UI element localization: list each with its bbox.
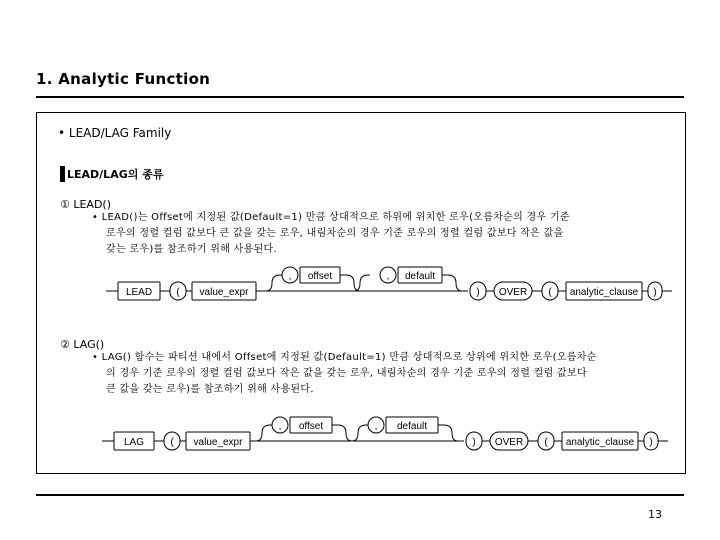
syntax-rparen: ): [653, 287, 657, 298]
subheading-text: LEAD/LAG의 종류: [67, 168, 164, 181]
syntax-lparen: (: [548, 287, 552, 298]
syntax-comma: ,: [386, 271, 390, 282]
syntax-expr: value_expr: [193, 437, 243, 448]
page-number: 13: [648, 508, 662, 521]
desc-line: 큰 값을 갖는 로우)를 참조하기 위해 사용된다.: [106, 384, 314, 395]
syntax-lparen: (: [176, 287, 180, 298]
syntax-expr: value_expr: [199, 287, 249, 298]
syntax-offset: offset: [298, 421, 324, 432]
syntax-func: LAG: [123, 437, 145, 448]
page-title: 1. Analytic Function: [36, 70, 211, 88]
lead-syntax-diagram: [100, 264, 680, 314]
desc-line: 로우의 정렬 컬럼 값보다 큰 값을 갖는 로우, 내림차순의 경우 기준 로우의 정렬 컬럼 값보다 작은 값을: [106, 228, 564, 239]
syntax-offset: offset: [307, 271, 333, 282]
syntax-lparen: (: [170, 437, 174, 448]
desc-line: 갖는 로우)를 참조하기 위해 사용된다.: [106, 244, 277, 255]
section-bullet: • LEAD/LAG Family: [58, 126, 172, 140]
lead-label: ① LEAD(): [60, 198, 112, 211]
desc-line: 의 경우 기준 로우의 정렬 컬럼 값보다 작은 값을 갖는 로우, 내림차순의 경우 기준 로우의 정렬 컬럼 값보다: [106, 368, 587, 379]
title-divider: [36, 96, 684, 98]
syntax-clause: analytic_clause: [565, 437, 635, 448]
syntax-clause: analytic_clause: [569, 287, 639, 298]
lead-description: [92, 210, 570, 258]
lag-label: ② LAG(): [60, 338, 105, 351]
desc-line: • LEAD()는 Offset에 지정된 값(Default=1) 만큼 상대적으로 하위에 위치한 로우(오름차순의 경우 기준: [92, 212, 570, 223]
syntax-rparen: ): [476, 287, 480, 298]
syntax-over: OVER: [494, 437, 524, 448]
syntax-comma: ,: [374, 421, 378, 432]
syntax-default: default: [396, 421, 428, 432]
heading-bar-icon: [60, 166, 65, 182]
subheading: [60, 166, 163, 182]
syntax-over: OVER: [498, 287, 528, 298]
syntax-func: LEAD: [125, 287, 153, 298]
syntax-rparen: ): [472, 437, 476, 448]
lag-syntax-diagram: [96, 414, 676, 464]
syntax-comma: ,: [278, 421, 282, 432]
syntax-lparen: (: [544, 437, 548, 448]
syntax-comma: ,: [288, 271, 292, 282]
syntax-default: default: [404, 271, 436, 282]
lag-description: [92, 350, 597, 398]
desc-line: • LAG() 함수는 파티션 내에서 Offset에 지정된 값(Default=1) 만큼 상대적으로 상위에 위치한 로우(오름차순: [92, 352, 597, 363]
syntax-rparen: ): [649, 437, 653, 448]
footer-divider: [36, 494, 684, 496]
